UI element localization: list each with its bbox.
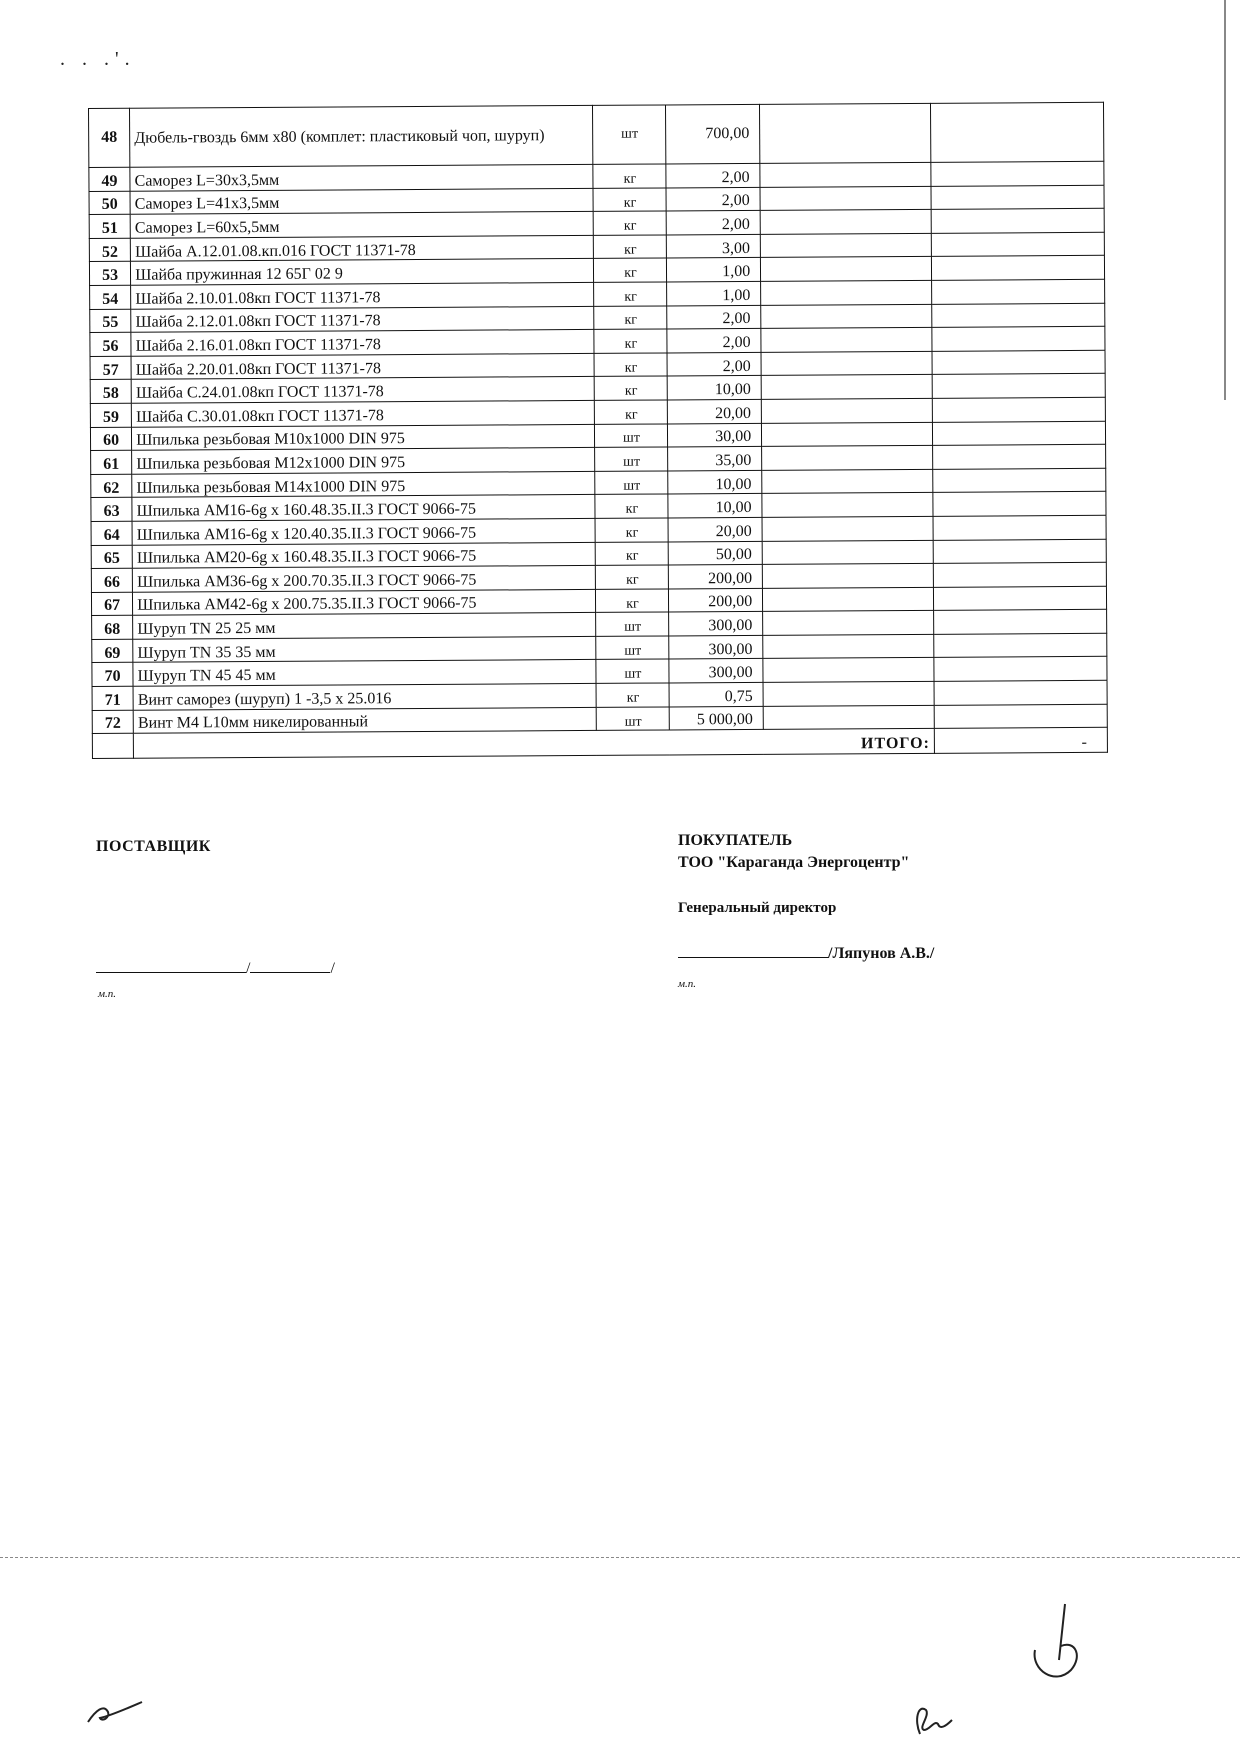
- item-unit: шт: [597, 707, 670, 731]
- item-quantity: 50,00: [669, 541, 763, 565]
- item-quantity: 10,00: [668, 494, 762, 518]
- page-divider: [0, 1557, 1240, 1558]
- item-unit: кг: [594, 258, 667, 282]
- item-price-cell: [763, 634, 934, 659]
- item-name: Шпилька АМ42-6g х 200.75.35.II.3 ГОСТ 9066-75: [133, 589, 596, 615]
- item-quantity: 10,00: [668, 376, 762, 400]
- item-name: Шайба С.30.01.08кп ГОСТ 11371-78: [131, 400, 594, 426]
- item-price-cell: [763, 681, 934, 706]
- item-name: Шуруп TN 45 45 мм: [133, 660, 596, 686]
- supplier-stamp-label: м.п.: [98, 988, 117, 1000]
- total-empty-cell: [92, 733, 133, 758]
- supplier-title: ПОСТАВЩИК: [96, 838, 211, 855]
- row-number: 49: [89, 167, 130, 191]
- item-sum-cell: [932, 350, 1105, 375]
- row-number: 60: [90, 427, 131, 451]
- item-name: Шпилька резьбовая М14х1000 DIN 975: [132, 471, 595, 497]
- row-number: 48: [89, 108, 131, 167]
- item-price-cell: [762, 422, 933, 447]
- item-price-cell: [761, 375, 932, 400]
- item-sum-cell: [932, 374, 1105, 399]
- item-unit: кг: [594, 235, 667, 259]
- item-price-cell: [762, 469, 933, 494]
- row-number: 69: [92, 639, 133, 663]
- item-quantity: 2,00: [666, 163, 760, 187]
- row-number: 55: [90, 309, 131, 333]
- buyer-company: ТОО "Караганда Энергоцентр": [678, 853, 910, 871]
- row-number: 54: [90, 285, 131, 309]
- item-quantity: 10,00: [668, 470, 762, 494]
- item-unit: шт: [595, 423, 668, 447]
- row-number: 53: [89, 262, 130, 286]
- item-price-cell: [761, 351, 932, 376]
- item-name: Шуруп TN 25 25 мм: [133, 613, 596, 639]
- item-price-cell: [763, 611, 934, 636]
- item-price-cell: [761, 328, 932, 353]
- item-quantity: 5 000,00: [670, 706, 764, 730]
- item-unit: кг: [594, 353, 667, 377]
- item-unit: кг: [593, 164, 666, 188]
- row-number: 56: [90, 332, 131, 356]
- item-name: Шайба 2.16.01.08кп ГОСТ 11371-78: [131, 330, 594, 356]
- item-sum-cell: [933, 562, 1106, 587]
- initials-signature-middle: [900, 1690, 960, 1740]
- item-quantity: 35,00: [668, 447, 762, 471]
- item-sum-cell: [933, 539, 1106, 564]
- row-number: 66: [91, 568, 132, 592]
- item-sum-cell: [932, 303, 1105, 328]
- item-unit: кг: [596, 683, 669, 707]
- item-unit: кг: [595, 494, 668, 518]
- item-name: Шайба 2.12.01.08кп ГОСТ 11371-78: [131, 306, 594, 332]
- item-price-cell: [761, 304, 932, 329]
- item-sum-cell: [933, 515, 1106, 540]
- item-quantity: 1,00: [667, 258, 761, 282]
- item-sum-cell: [931, 232, 1104, 257]
- item-name: Шпилька резьбовая М12х1000 DIN 975: [132, 448, 595, 474]
- item-unit: кг: [595, 518, 668, 542]
- item-price-cell: [762, 516, 933, 541]
- item-unit: кг: [595, 376, 668, 400]
- item-sum-cell: [933, 468, 1106, 493]
- item-quantity: 200,00: [669, 588, 763, 612]
- buyer-position: Генеральный директор: [678, 900, 837, 916]
- row-number: 70: [92, 663, 133, 687]
- item-price-cell: [760, 210, 931, 235]
- item-name: Шпилька АМ16-6g х 160.48.35.II.3 ГОСТ 9066-75: [132, 495, 595, 521]
- item-price-cell: [763, 705, 934, 730]
- item-sum-cell: [934, 704, 1107, 729]
- item-name: Шайба пружинная 12 65Г 02 9: [131, 259, 594, 285]
- scan-edge: [1224, 0, 1226, 400]
- item-quantity: 1,00: [667, 281, 761, 305]
- row-number: 51: [89, 214, 130, 238]
- item-quantity: 2,00: [667, 329, 761, 353]
- buyer-signer: /Ляпунов А.В./: [828, 945, 935, 962]
- supplier-signature-blank: [96, 960, 246, 973]
- item-name: Шайба А.12.01.08.кп.016 ГОСТ 11371-78: [130, 235, 593, 261]
- row-number: 61: [91, 450, 132, 474]
- item-price-cell: [763, 587, 934, 612]
- item-unit: шт: [595, 471, 668, 495]
- item-quantity: 30,00: [668, 423, 762, 447]
- total-label: ИТОГО:: [133, 729, 934, 759]
- item-price-cell: [761, 257, 932, 282]
- item-name: Шпилька АМ20-6g х 160.48.35.II.3 ГОСТ 9066-75: [132, 542, 595, 568]
- initials-signature-right: [1025, 1600, 1095, 1690]
- total-value: -: [934, 728, 1107, 754]
- item-quantity: 2,00: [667, 211, 761, 235]
- item-name: Саморез L=41х3,5мм: [130, 188, 593, 214]
- row-number: 50: [89, 191, 130, 215]
- item-quantity: 2,00: [666, 187, 760, 211]
- row-number: 71: [92, 686, 133, 710]
- supplier-sign-slash-1: /: [246, 960, 251, 977]
- item-sum-cell: [934, 633, 1107, 658]
- item-sum-cell: [931, 102, 1104, 162]
- item-quantity: 300,00: [669, 635, 763, 659]
- table-row: [89, 102, 1104, 167]
- item-sum-cell: [932, 326, 1105, 351]
- item-quantity: 20,00: [668, 399, 762, 423]
- row-number: 64: [91, 521, 132, 545]
- item-name: Винт М4 L10мм никелированный: [133, 707, 596, 733]
- item-unit: шт: [596, 612, 669, 636]
- item-price-cell: [760, 162, 931, 187]
- item-unit: кг: [596, 565, 669, 589]
- item-sum-cell: [934, 657, 1107, 682]
- item-quantity: 300,00: [669, 659, 763, 683]
- item-name: Дюбель-гвоздь 6мм х80 (комплет: пластиковый чоп, шуруп): [130, 105, 594, 167]
- row-number: 58: [90, 380, 131, 404]
- item-unit: кг: [594, 329, 667, 353]
- item-price-cell: [762, 493, 933, 518]
- item-sum-cell: [934, 680, 1107, 705]
- item-unit: кг: [595, 400, 668, 424]
- buyer-block: [678, 830, 909, 873]
- row-number: 72: [92, 710, 133, 734]
- item-sum-cell: [931, 161, 1104, 186]
- items-table-body: [89, 102, 1108, 758]
- item-name: Саморез L=30х3,5мм: [130, 164, 593, 190]
- item-price-cell: [762, 540, 933, 565]
- item-sum-cell: [931, 256, 1104, 281]
- item-quantity: 300,00: [669, 612, 763, 636]
- row-number: 68: [92, 616, 133, 640]
- item-unit: кг: [594, 211, 667, 235]
- initials-signature-left: [80, 1690, 150, 1730]
- item-sum-cell: [932, 279, 1105, 304]
- supplier-sign-slash-2: /: [330, 960, 335, 977]
- item-quantity: 2,00: [667, 352, 761, 376]
- item-name: Шпилька АМ16-6g х 120.40.35.II.3 ГОСТ 9066-75: [132, 518, 595, 544]
- item-name: Саморез L=60х5,5мм: [130, 212, 593, 238]
- item-unit: шт: [596, 659, 669, 683]
- row-number: 65: [91, 545, 132, 569]
- buyer-title: ПОКУПАТЕЛЬ: [678, 832, 793, 849]
- item-sum-cell: [933, 444, 1106, 469]
- buyer-signature-line: [678, 945, 934, 963]
- item-sum-cell: [931, 185, 1104, 210]
- item-price-cell: [761, 398, 932, 423]
- item-sum-cell: [932, 421, 1105, 446]
- scan-specks: . . .'.: [60, 48, 136, 70]
- item-quantity: 3,00: [667, 234, 761, 258]
- item-price-cell: [763, 658, 934, 683]
- item-name: Шайба 2.10.01.08кп ГОСТ 11371-78: [131, 282, 594, 308]
- item-price-cell: [762, 445, 933, 470]
- item-name: Шуруп TN 35 35 мм: [133, 636, 596, 662]
- item-unit: шт: [596, 636, 669, 660]
- item-unit: шт: [595, 447, 668, 471]
- item-name: Шайба С.24.01.08кп ГОСТ 11371-78: [131, 377, 594, 403]
- item-quantity: 20,00: [668, 517, 762, 541]
- row-number: 59: [90, 403, 131, 427]
- item-unit: кг: [596, 541, 669, 565]
- item-unit: кг: [593, 188, 666, 212]
- item-name: Шпилька резьбовая М10х1000 DIN 975: [132, 424, 595, 450]
- row-number: 57: [90, 356, 131, 380]
- item-unit: кг: [594, 282, 667, 306]
- item-sum-cell: [933, 586, 1106, 611]
- item-name: Шайба 2.20.01.08кп ГОСТ 11371-78: [131, 353, 594, 379]
- item-quantity: 2,00: [667, 305, 761, 329]
- item-price-cell: [760, 233, 931, 258]
- item-sum-cell: [932, 397, 1105, 422]
- supplier-name-blank: [250, 960, 330, 973]
- item-unit: кг: [596, 589, 669, 613]
- buyer-signature-blank: [678, 945, 828, 958]
- item-sum-cell: [931, 208, 1104, 233]
- row-number: 52: [89, 238, 130, 262]
- item-price-cell: [760, 103, 931, 163]
- item-unit: шт: [593, 105, 666, 164]
- item-quantity: 0,75: [670, 682, 764, 706]
- item-unit: кг: [594, 306, 667, 330]
- item-price-cell: [761, 280, 932, 305]
- item-sum-cell: [933, 492, 1106, 517]
- item-price-cell: [762, 563, 933, 588]
- supplier-signature-line: [96, 960, 335, 978]
- item-sum-cell: [934, 610, 1107, 635]
- item-name: Винт саморез (шуруп) 1 -3,5 х 25.016: [133, 683, 596, 709]
- items-table: [88, 102, 1108, 759]
- item-quantity: 200,00: [669, 564, 763, 588]
- item-quantity: 700,00: [666, 104, 760, 164]
- row-number: 63: [91, 498, 132, 522]
- buyer-stamp-label: м.п.: [678, 978, 697, 990]
- item-price-cell: [760, 186, 931, 211]
- item-name: Шпилька АМ36-6g х 200.70.35.II.3 ГОСТ 9066-75: [132, 566, 595, 592]
- row-number: 67: [91, 592, 132, 616]
- row-number: 62: [91, 474, 132, 498]
